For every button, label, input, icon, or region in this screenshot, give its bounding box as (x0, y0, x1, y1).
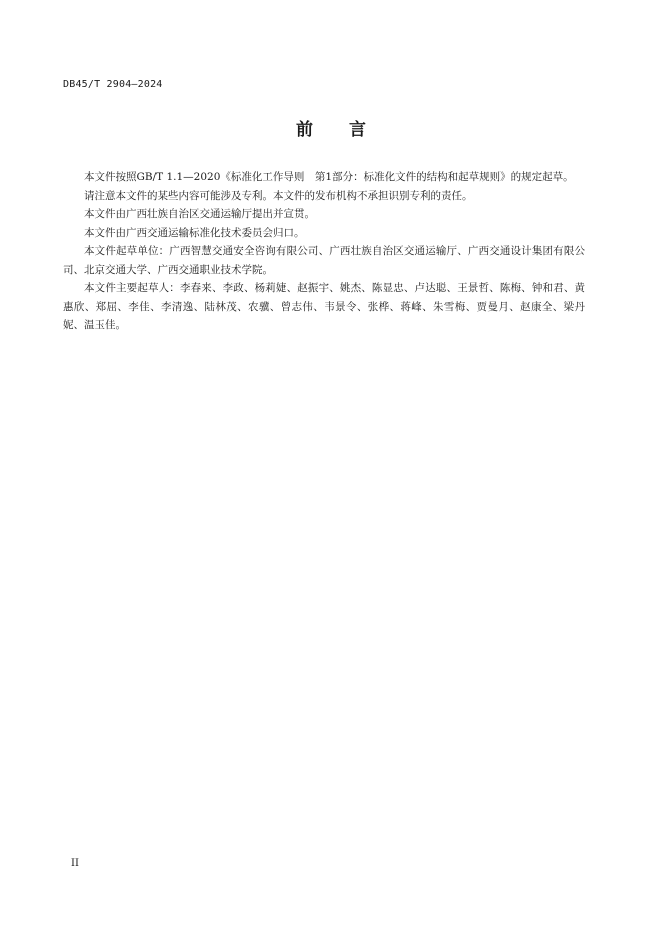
page-title (0, 115, 662, 140)
document-code: DB45/T 2904—2024 (63, 79, 163, 90)
title-char-2: 言 (349, 120, 366, 140)
paragraph-drafting-units: 本文件起草单位：广西智慧交通安全咨询有限公司、广西壮族自治区交通运输厅、广西交通设计集团有限公司、北京交通大学、广西交通职业技术学院。 (63, 245, 585, 276)
paragraph-patent-notice: 请注意本文件的某些内容可能涉及专利。本文件的发布机构不承担识别专利的责任。 (84, 189, 473, 202)
paragraph-drafters: 本文件主要起草人：李春来、李政、杨莉婕、赵振宇、姚杰、陈显忠、卢达聪、王景哲、陈梅、钟和君、黄惠欣、郑屈、李佳、李清逸、陆林茂、农骥、曾志伟、韦景令、张桦、蒋峰、朱雪梅、贾曼月、赵康全、梁丹妮、温玉佳。 (63, 282, 585, 331)
foreword-body (63, 168, 585, 335)
title-char-1: 前 (296, 120, 313, 140)
paragraph-proposer: 本文件由广西壮族自治区交通运输厅提出并宣贯。 (84, 208, 315, 220)
paragraph-committee: 本文件由广西交通运输标准化技术委员会归口。 (84, 226, 305, 239)
page-number: II (71, 858, 79, 869)
paragraph-drafting-rules: 本文件按照GB/T 1.1—2020《标准化工作导则 第1部分：标准化文件的结构和起草规则》的规定起草。 (84, 171, 574, 183)
